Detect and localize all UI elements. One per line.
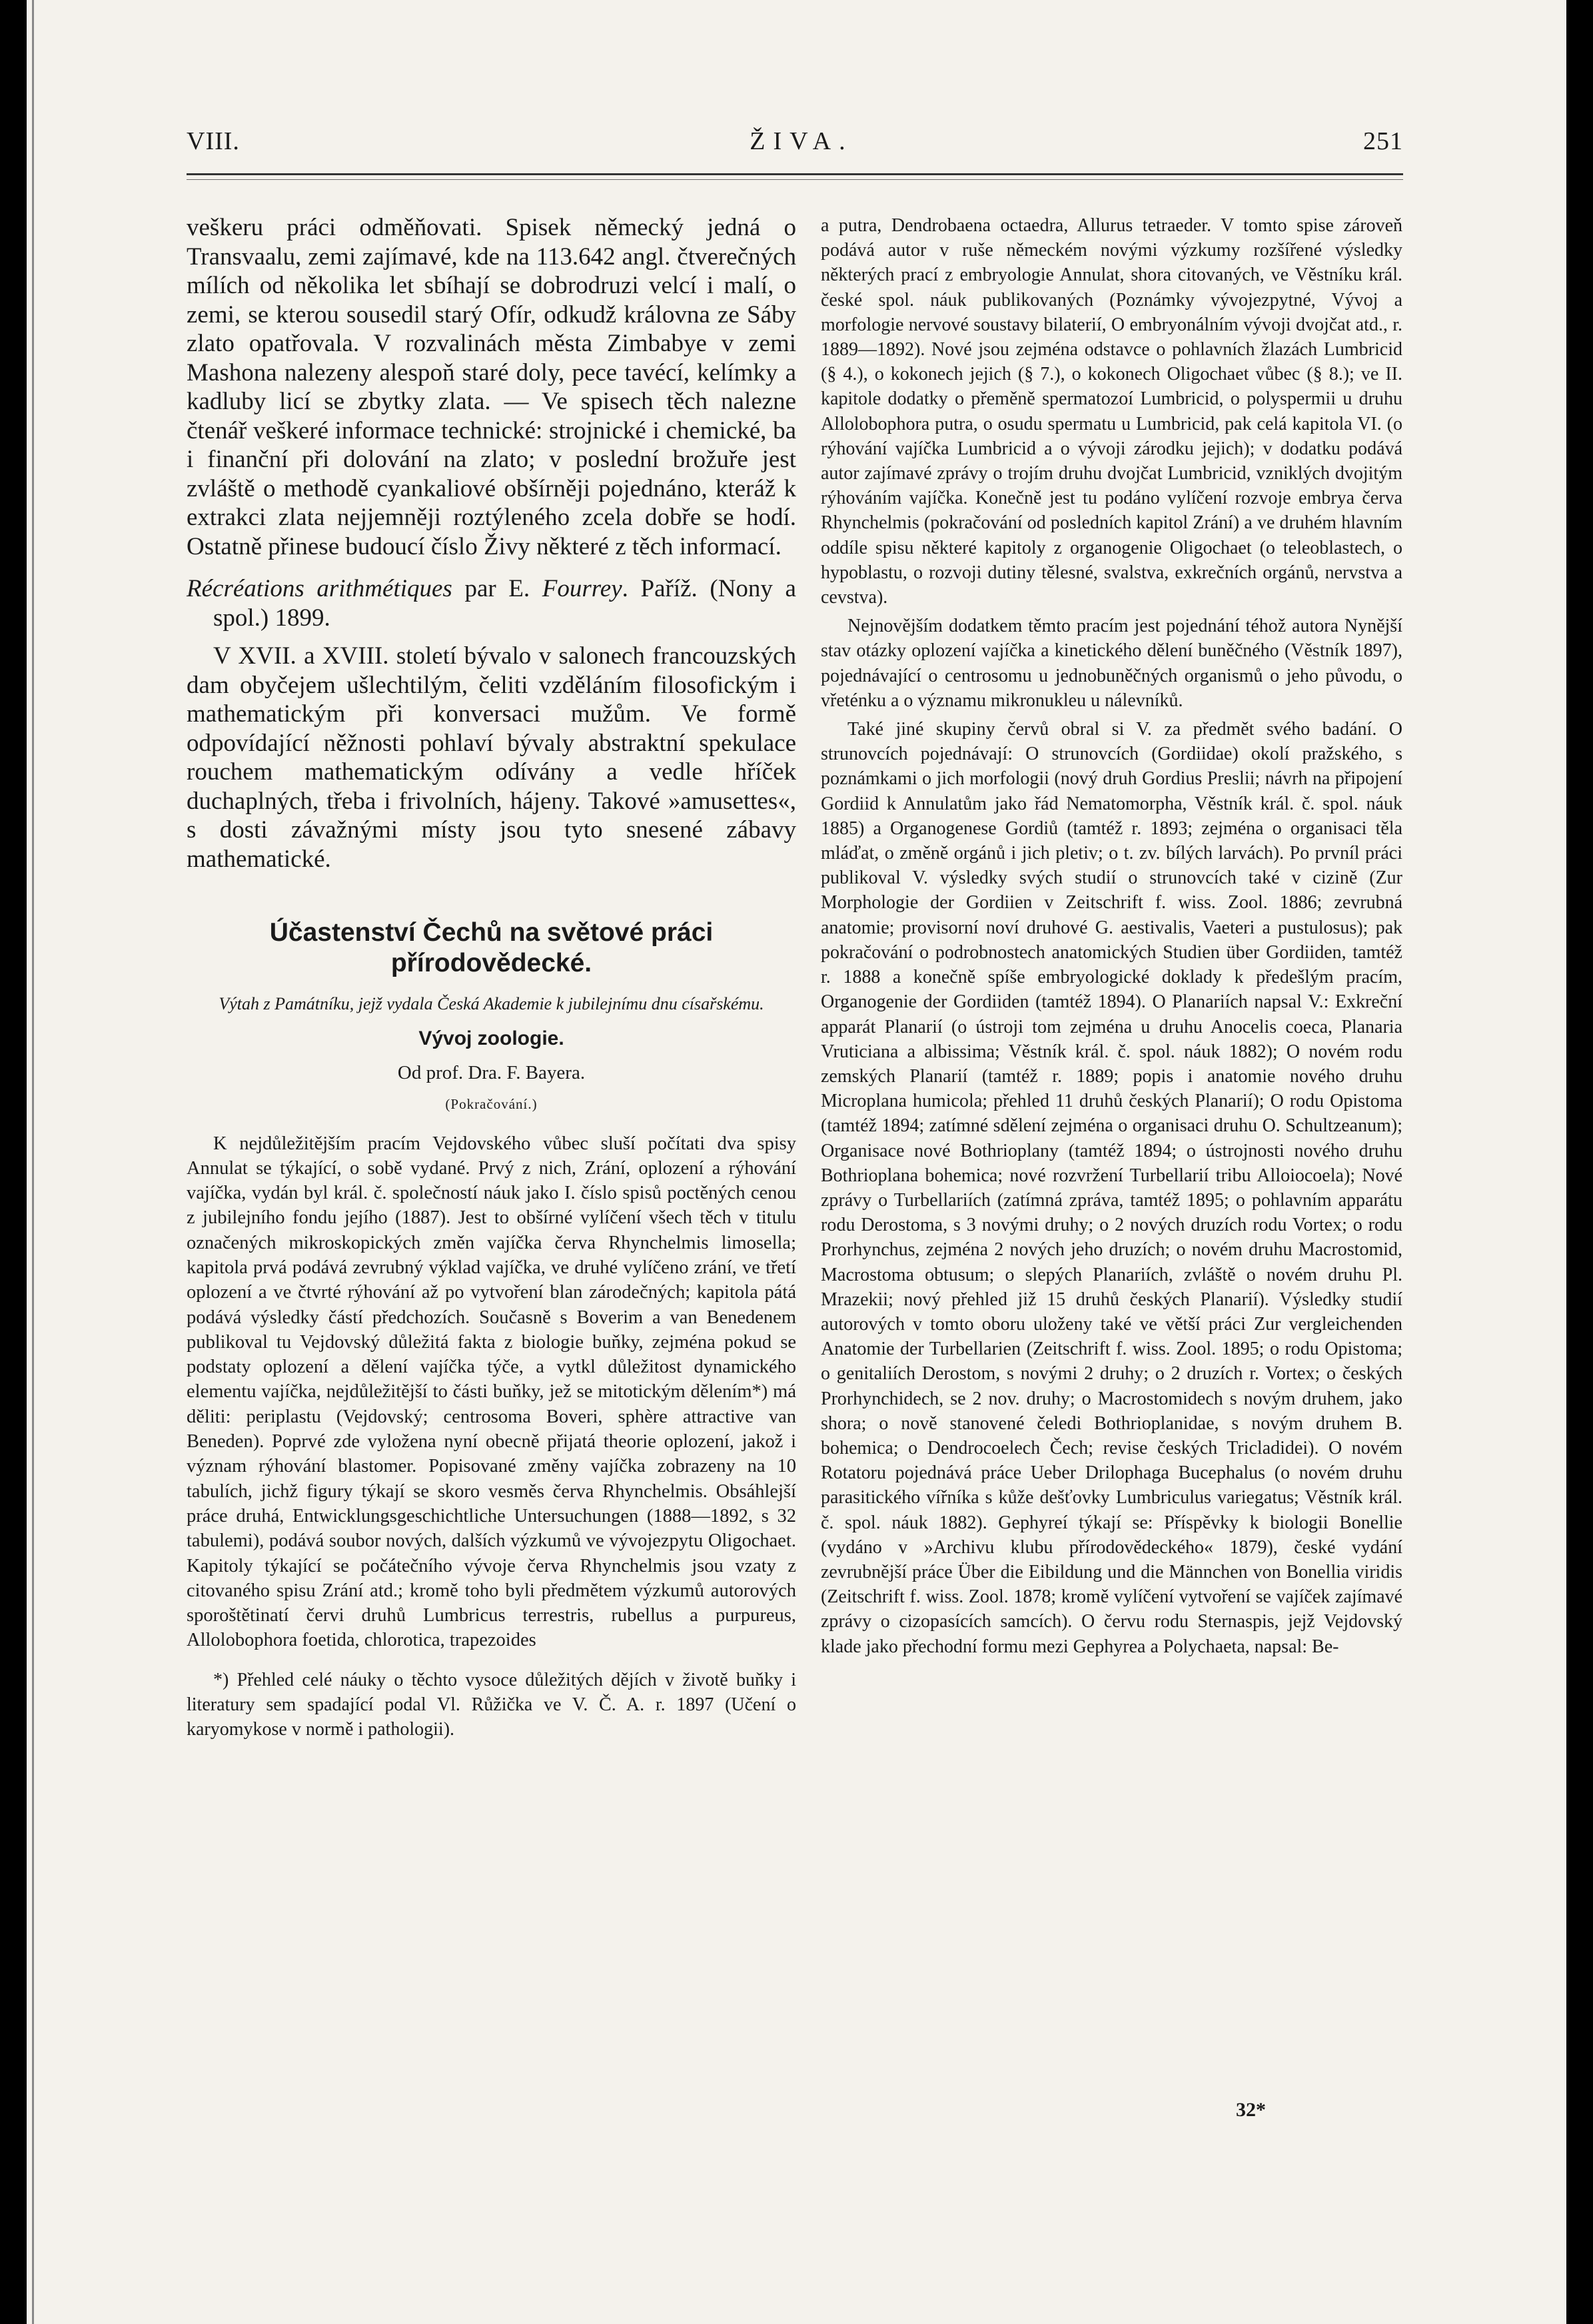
review-by: par E.	[452, 575, 542, 602]
volume-number: VIII.	[187, 127, 240, 155]
section-title: Vývoj zoologie.	[418, 1027, 564, 1049]
article-subtitle: Výtah z Památníku, jejž vydala Česká Akademie k jubilejnímu dnu císařskému.	[219, 994, 764, 1013]
journal-page	[27, 0, 1566, 2324]
intro-paragraph: veškeru práci odměňovati. Spisek německý jedná o Transvaalu, zemi zajímavé, kde na 113.642 angl. čtverečných mílích od několika let sbíhají se dobrodruzi velcí i malí, o zemi, se kterou sousedil starý Ofír, odkudž královna ze Sáby zlato opatřovala. V rozvalinách města Zimbabye v zemi Mashona nalezeny alespoň staré doly, pece tavécí, kelímky a kadluby licí se zbytky zlata. — Ve spisech těch nalezne čtenář veškeré informace technické: strojnické i chemické, ba i finanční při dolování na zlato; v poslední brožuře jest zvláště o methodě cyankaliové obšírněji pojednáno, kteráž k extrakci zlata nejjemněji roztýleného zcela dobře se hodí. Ostatně přinese budoucí číslo Živy některé z těch informací.	[187, 214, 796, 560]
page-number: 251	[1362, 127, 1403, 155]
main-paragraph: K nejdůležitějším pracím Vejdovského vůbec sluší počítati dva spisy Annulat se týkající, o sobě vydané. Prvý z nich, Zrání, oplození a rýhování vajíčka, vydán byl král. č. společností náuk jako I. číslo spisů poctěných cenou z jubilejního fondu jejího (1887). Jest to obšírné vylíčení všech těch v titulu označených mikroskopických změn vajíčka červa Rhynchelmis limosella; kapitola prvá podává zevrubný výklad vajíčka, ve druhé vylíčeno zrání, ve třetí oplození a ve čtvrté rýhování až po vytvoření blan zárodečných; kapitola pátá podává výsledky částí předchozích. Současně s Boverim a van Benedenem publikoval tu Vejdovský důležitá fakta z biologie buňky, zejména pokud se podstaty oplození a dělení vajíčka týče, a vytkl důležitost dynamického elementu vajíčka, nejdůležitější to části buňky, jež se mitotickým dělením*) má děliti: periplastu (Vejdovský; centrosoma Boveri, sphère attractive van Beneden). Poprvé zde vyložena nyní obecně přijatá theorie oplození, jakož i význam rýhování blastomer. Popisované změny vajíčka zobrazeny na 10 tabulích, jichž figury týkají se skoro vesměs červa Rhynchelmis. Obsáhlejší práce druhá, Entwicklungsgeschichtliche Untersuchungen (1888—1892, s 32 tabulemi), podává soubor nových, dalších výzkumů ve vývojezpytu Oligochaet. Kapitoly týkající se počátečního vývoje červa Rhynchelmis jsou vzaty z citovaného spisu Zrání atd.; kromě toho byli předmětem výzkumů autorových sporoštětinatí červi druhů Lumbricus terrestris, rubellus a purpureus, Allolobophora foetida, chlorotica, trapezoides	[187, 1133, 796, 1651]
right-paragraph-3: Také jiné skupiny červů obral si V. za předmět svého badání. O strunovcích pojednávají: O strunovcích (Gordiidae) okolí pražského, s poznámkami o jich morfologii (nový druh Gordius Preslii; návrh na připojení Gordiid k Annulatům jako řád Nematomorpha, Věstník král. č. spol. náuk 1885) a Organogenese Gordiů (tamtéž r. 1893; zejména o organisaci těla mláďat, o změně orgánů i jich pletiv; o t. zv. bílých larvách). Po prvníl práci publikoval V. výsledky svých studií o strunovcích také v cizině (Zur Morphologie der Gordiien v Zeitschrift f. wiss. Zool. 1886; zevrubná anatomie; provisorní noví druhové G. aestivalis, Vaeteri a pustulosus); pak pokračování o podrobnostech anatomických Studien über Gordiiden, tamtéž r. 1888 a konečně spíše embryologické doklady k předešlým pracím, Organogenie der Gordiiden (tamtéž 1894). O Planariích napsal V.: Exkreční apparát Planarií (o ústroji tom zejména u druhu Anocelis coeca, Planaria Vruticiana a albissima; Věstník král. č. spol. náuk 1882); O novém rodu zemských Planarií (tamtéž r. 1889; popis i anatomie nového druhu Microplana humicola; přehled 11 druhů českých Planarií); O rodu Opistoma (tamtéž 1894; zatímné sdělení zejména o organisaci druhu O. Schultzeanum); Organisace nové Bothrioplany (tamtéž 1894; o ústrojnosti nového druhu Bothrioplana bohemica; nové rozvržení Turbellarií tribu Alloiocoela); Nové zprávy o Turbellariích (zatímná zpráva, tamtéž 1895; o pohlavním apparátu rodu Derostoma, s 3 novými druhy; o 2 nových druzích rodu Vortex; o rodu Prorhynchus, zejména 2 nových jeho druzích; o novém druhu Macrostomid, Macrostoma obtusum; o slepých Planariích, zvláště o novém druhu Pl. Mrazekii; nový přehled již 15 druhů českých Planarií). Výsledky studií autorových v tomto oboru uloženy také ve větší práci Zur vergleichenden Anatomie der Turbellarien (Zeitschrift f. wiss. Zool. 1895; o rodu Opistoma; o genitaliích Derostom, s novými 2 druhy; o 2 druzích r. Vortex; o českých Prorhynchidech, se 2 nov. druhy; o Macrostomidech s novým druhem, jako shora; o nově stanovené čeledi Bothrioplanidae, s novým druhem B. bohemica; o Dendrocoelech Čech; revise českých Tricladidei). O novém Rotatoru pojednává práce Ueber Drilophaga Bucephalus (o novém druhu parasitického vířníka s kůže dešťovky Lumbriculus variegatus; Věstník král. č. spol. náuk 1882). Gephyreí týkají se: Příspěvky k biologii Bonellie (vydáno v »Archivu klubu přírodovědeckého« 1879), české vydání zevrubnější práce Über die Eibildung und die Männchen von Bonellia viridis (Zeitschrift f. wiss. Zool. 1878; kromě vylíčení vytvoření se vajíček zajímavé zprávy o cizopasících samcích). O červu rodu Sternaspis, jejž Vejdovský klade jako přechodní formu mezi Gephyrea a Polychaeta, napsal: Be-	[821, 719, 1402, 1657]
article-heading: Účastenství Čechů na světové práci přírodovědecké.	[269, 918, 714, 977]
header-rule	[187, 173, 1403, 180]
author-line: Od prof. Dra. F. Bayera.	[397, 1061, 586, 1083]
footnote: *) Přehled celé náuky o těchto vysoce důležitých dějích v životě buňky i literatury sem spadající podal Vl. Růžička ve V. Č. A. r. 1897 (Učení o karyomykose v normě i pathologii).	[187, 1669, 796, 1740]
journal-title: ŽIVA.	[750, 127, 853, 155]
scan-edge	[32, 0, 34, 2324]
review-title: Récréations arithmétiques	[187, 575, 452, 602]
continuation-note: (Pokračování.)	[445, 1096, 538, 1112]
review-paragraph: V XVII. a XVIII. století bývalo v salonech francouzských dam obyčejem ušlechtilým, čeliti vzděláním filosofickým i mathematickým při konversaci mužům. Ve formě odpovídající něžnosti pohlaví bývaly abstraktní spekulace rouchem mathematickým odívány a vedle hříček duchaplných, třeba i frivolních, hájeny. Takové »amusettes«, s dosti závažnými místy jsou tyto snesené zábavy mathematické.	[187, 642, 796, 873]
right-paragraph-2: Nejnovějším dodatkem těmto pracím jest pojednání téhož autora Nynější stav otázky oplození vajíčka a kinetického dělení buněčného (Věstník 1897), pojednávající o centrosomu u jednobuněčných organismů o jeho původu, o vřeténku a o významu mikronukleu u nálevníků.	[821, 616, 1402, 711]
review-entry	[187, 574, 796, 632]
page-header	[187, 127, 1403, 156]
right-paragraph-1: a putra, Dendrobaena octaedra, Allurus tetraeder. V tomto spise zároveň podává autor v ruše německém novými výzkumy rozšířené výsledky některých prací z embryologie Annulat, shora citovaných, ve Věstníku král. české spol. náuk publikovaných (Poznámky vývojezpytné, Vývoj a morfologie nervové soustavy bilaterií, O embryonálním vývoji dvojčat atd., r. 1889—1892). Nové jsou zejména odstavce o pohlavních žlazách Lumbricid (§ 4.), o kokonech jejich (§ 7.), o kokonech Oligochaet vůbec (§ 8.); ve II. kapitole dodatky o přeměně spermatozoí Lumbricid, o polyspermii u druhu Allolobophora putra, o osudu spermatu u Lumbricid, pak celá kapitola VI. (o rýhování vajíčka Lumbricid a o vývoji zárodku jejich); v dodatku podává autor zajímavé zprávy o trojím druhu dvojčat Lumbricid, vzniklých dvojitým rýhováním vajíčka. Konečně jest tu podáno vylíčení rozvoje embrya červa Rhynchelmis (pokračování od posledních kapitol Zrání) a ve druhém hlavním oddíle spisu některé kapitoly z organogenie Oligochaet (o teleoblastech, o hypoblastu, o rozvoji dutiny tělesné, svalstva, exkrečních orgánů, nervstva a cevstva).	[821, 215, 1402, 608]
review-publication: . Paříž. (Nony a spol.) 1899.	[213, 575, 796, 632]
right-column	[821, 213, 1402, 1659]
review-author: Fourrey	[542, 575, 622, 602]
left-column	[187, 213, 796, 1742]
signature-mark: 32*	[1236, 2099, 1266, 2121]
